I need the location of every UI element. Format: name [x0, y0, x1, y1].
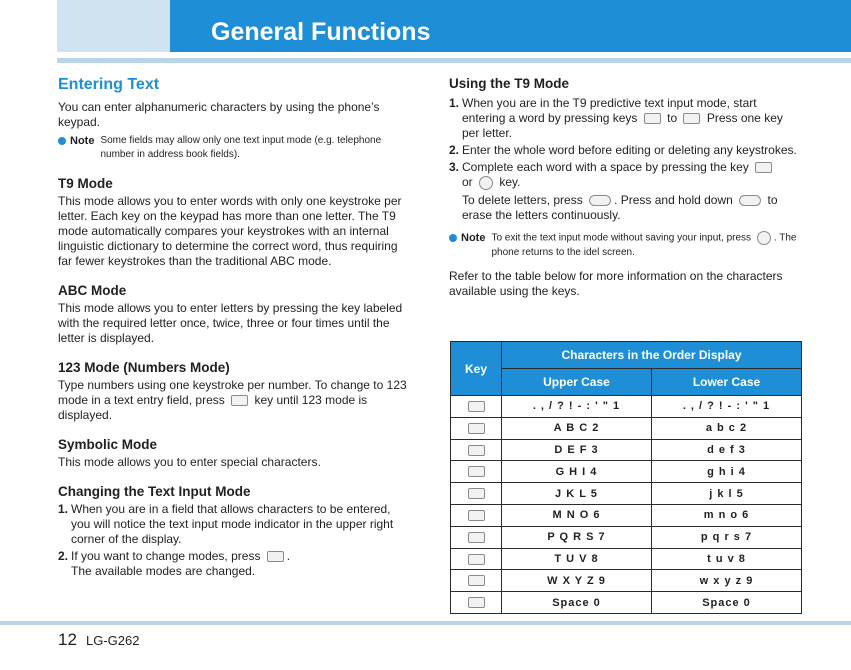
page-number: 12: [58, 630, 77, 649]
note: Note To exit the text input mode without saving your input, press . The phone returns to the idel screen.: [449, 231, 801, 260]
key-2-icon: [644, 113, 661, 124]
section-t9-mode: [58, 176, 408, 269]
page-title: General Functions: [211, 18, 431, 46]
character-table: [450, 341, 802, 614]
key-3-icon: [468, 445, 485, 456]
key-8-icon: [468, 554, 485, 565]
header-divider: [57, 58, 851, 63]
key-7-icon: [468, 532, 485, 543]
section-title: Entering Text: [58, 76, 160, 93]
header-accent-block: [57, 0, 170, 52]
table-row: . , / ? ! - : ' " 1 . , / ? ! - : ' " 1: [451, 396, 802, 418]
section-body: Type numbers using one keystroke per number. To change to 123 mode in a text entry field, press key until 123 mode is displayed.: [58, 378, 407, 422]
list-item: 3. Complete each word with a space by pressing the key or key.: [449, 160, 801, 190]
table-row: D E F 3 d e f 3: [451, 439, 802, 461]
table-row: W X Y Z 9 w x y z 9: [451, 570, 802, 592]
key-9-icon: [468, 575, 485, 586]
section-123-mode: [58, 360, 408, 423]
section-changing-mode: [58, 484, 408, 579]
table-row: P Q R S 7 p q r s 7: [451, 526, 802, 548]
section-abc-mode: [58, 283, 408, 346]
key-0-icon: [468, 597, 485, 608]
note-text: Some fields may allow only one text input mode (e.g. telephone number in address book fields).: [100, 135, 382, 160]
column-header-lower: Lower Case: [651, 369, 801, 396]
navigation-key-icon: [479, 176, 493, 190]
table-row: J K L 5 j k l 5: [451, 483, 802, 505]
model-name: LG-G262: [86, 633, 140, 648]
left-column: [58, 76, 408, 593]
section-entering-text: [58, 76, 408, 162]
column-header-key: Key: [451, 342, 502, 396]
note-icon: [449, 234, 457, 242]
list-item: 1. When you are in the T9 predictive text input mode, start entering a word by pressing keys to Press one key per letter.: [449, 96, 783, 140]
steps-list: [449, 96, 801, 190]
clear-key-icon: [589, 195, 611, 206]
clear-key-icon: [739, 195, 761, 206]
table-row: T U V 8 t u v 8: [451, 548, 802, 570]
list-item: 2. If you want to change modes, press . The available modes are changed.: [58, 549, 291, 578]
section-body: You can enter alphanumeric characters by using the phone’s keypad.: [58, 100, 380, 129]
key-4-icon: [468, 466, 485, 477]
section-body: This mode allows you to enter special characters.: [58, 455, 321, 469]
table-row: Space 0 Space 0: [451, 592, 802, 614]
steps-list: [58, 502, 408, 579]
column-header-group: Characters in the Order Display: [502, 342, 802, 369]
list-item: 1. When you are in a field that allows characters to be entered, you will notice the text input mode indicator in the upper right corner of the display.: [58, 502, 394, 546]
footer-divider: [0, 621, 851, 625]
hash-key-icon: [231, 395, 248, 406]
table-intro: Refer to the table below for more information on the characters available using the keys.: [449, 268, 783, 298]
key-1-icon: [468, 401, 485, 412]
section-title: Using the T9 Mode: [449, 76, 570, 91]
note-icon: [58, 137, 66, 145]
section-symbolic-mode: [58, 437, 408, 470]
key-0-icon: [755, 162, 772, 173]
table-row: G H I 4 g h i 4: [451, 461, 802, 483]
note-label: Note: [70, 135, 95, 147]
table-row: A B C 2 a b c 2: [451, 417, 802, 439]
table-row: M N O 6 m n o 6: [451, 504, 802, 526]
column-header-upper: Upper Case: [502, 369, 652, 396]
hash-key-icon: [267, 551, 284, 562]
key-9-icon: [683, 113, 700, 124]
right-column: [449, 76, 801, 299]
section-title: Symbolic Mode: [58, 437, 158, 452]
list-item: 2. Enter the whole word before editing or deleting any keystrokes.: [449, 143, 797, 157]
key-2-icon: [468, 423, 485, 434]
section-title: T9 Mode: [58, 176, 113, 191]
key-6-icon: [468, 510, 485, 521]
section-title: ABC Mode: [58, 283, 127, 298]
delete-instructions: To delete letters, press . Press and hold down to erase the letters continuously.: [462, 193, 778, 222]
section-body: This mode allows you to enter words with only one keystroke per letter. Each key on the keypad has more than one letter. The T9 mode automatically compares your keystrokes with an internal linguistic dictionary to determine the correct word, thus requiring far fewer keystrokes than the traditional ABC mode.: [58, 194, 402, 268]
end-key-icon: [757, 231, 771, 245]
section-title: 123 Mode (Numbers Mode): [58, 360, 230, 375]
key-5-icon: [468, 488, 485, 499]
section-body: This mode allows you to enter letters by pressing the key labeled with the required letter once, twice, three or four times until the letter is displayed.: [58, 301, 403, 345]
section-title: Changing the Text Input Mode: [58, 484, 251, 499]
note-label: Note: [461, 232, 486, 244]
note: [58, 134, 408, 162]
